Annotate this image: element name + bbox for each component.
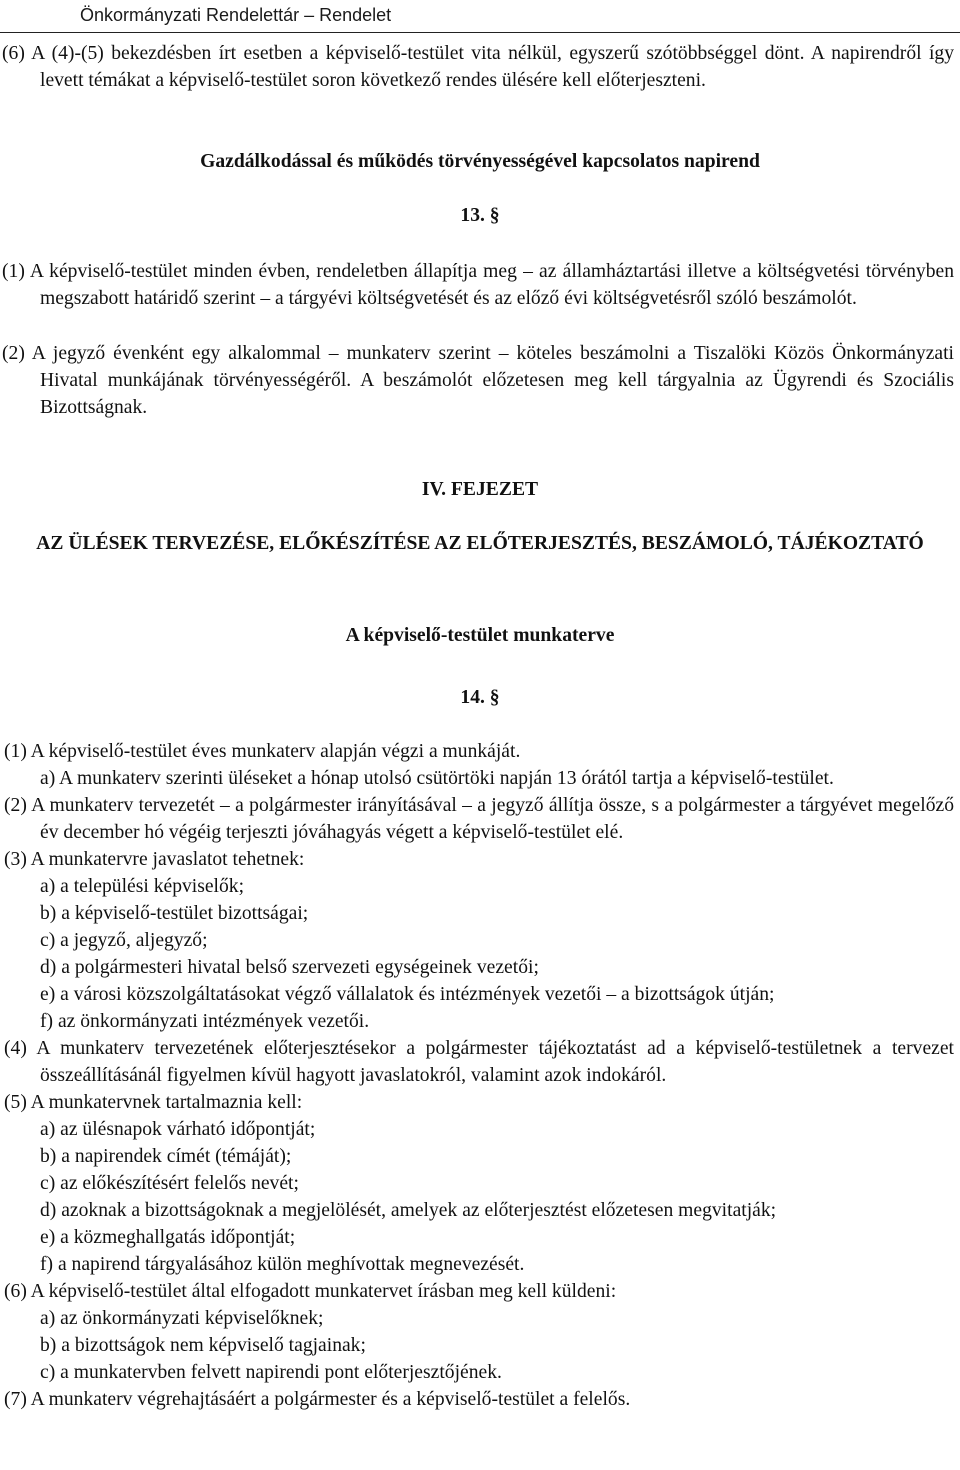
section-14-paragraph-1a: a) A munkaterv szerinti üléseket a hónap utolsó csütörtöki napján 13 órától tartja a képviselő-testület. [40,768,834,789]
chapter-subtitle: A képviselő-testület munkaterve [345,625,615,646]
list-item: f) a napirend tárgyalásához külön meghívottak megnevezését. [40,1254,525,1275]
list-item: a) az önkormányzati képviselőknek; [40,1308,324,1329]
list-item: d) a polgármesteri hivatal belső szervezeti egységeinek vezetői; [40,957,539,978]
page-header [0,0,960,32]
list-item: d) azoknak a bizottságoknak a megjelölését, amelyek az előterjesztést előzetesen megvitatják; [40,1200,777,1221]
header-title: Önkormányzati Rendelettár – Rendelet [80,5,392,25]
section-14-paragraph-2: (2) A munkaterv tervezetét – a polgármester irányításával – a jegyző állítja össze, s a polgármester a tárgyévet megelőző év december hó végéig terjeszti jóváhagyás végett a képviselő-testület elé. [4,795,954,843]
section-14-paragraph-3: (3) A munkatervre javaslatot tehetnek: [4,849,305,870]
list-item: a) a települési képviselők; [40,876,245,897]
section-14-body [0,738,954,1413]
section-14-number: 14. § [460,687,500,708]
section-13-paragraph-2: (2) A jegyző évenként egy alkalommal – munkaterv szerint – köteles beszámolni a Tiszalöki Közös Önkormányzati Hivatal munkájának törvényességéről. A beszámolót előzetesen meg kell tárgyalnia az Ügyrendi és Szociális Bizottságnak. [2,343,954,418]
list-item: b) a napirendek címét (témáját); [40,1146,292,1167]
list-item: f) az önkormányzati intézmények vezetői. [40,1011,370,1032]
section-heading: Gazdálkodással és működés törvényességével kapcsolatos napirend [200,151,760,172]
list-item: e) a városi közszolgáltatásokat végző vállalatok és intézmények vezetői – a bizottságok útján; [40,984,775,1005]
chapter-number: IV. FEJEZET [421,479,539,500]
paragraph-6-top: (6) A (4)-(5) bekezdésben írt esetben a képviselő-testület vita nélkül, egyszerű szótöbbséggel dönt. A napirendről így levett témákat a képviselő-testület soron következő rendes ülésére kell előterjeszteni. [2,43,954,91]
section-13-paragraph-1: (1) A képviselő-testület minden évben, rendeletben állapítja meg – az államháztartási illetve a költségvetési törvényben megszabott határidő szerint – a tárgyévi költségvetését és az előző évi költségvetésről szóló beszámolót. [2,261,954,309]
section-13-number: 13. § [460,205,500,226]
list-item: c) a jegyző, aljegyző; [40,930,208,951]
chapter-title: AZ ÜLÉSEK TERVEZÉSE, ELŐKÉSZÍTÉSE AZ ELŐTERJESZTÉS, BESZÁMOLÓ, TÁJÉKOZTATÓ [36,533,924,554]
list-item: e) a közmeghallgatás időpontját; [40,1227,296,1248]
list-item: b) a bizottságok nem képviselő tagjainak; [40,1335,366,1356]
list-item: b) a képviselő-testület bizottságai; [40,903,309,924]
section-14-paragraph-1: (1) A képviselő-testület éves munkaterv alapján végzi a munkáját. [4,741,521,762]
list-item: a) az ülésnapok várható időpontját; [40,1119,316,1140]
section-14-paragraph-7: (7) A munkaterv végrehajtásáért a polgármester és a képviselő-testület a felelős. [4,1389,631,1410]
section-14-paragraph-4: (4) A munkaterv tervezetének előterjesztésekor a polgármester tájékoztatást ad a képviselő-testületnek a tervezet összeállításánál figyelmen kívül hagyott javaslatokról, valamint azok indokáról. [4,1038,954,1086]
header-divider [0,32,960,33]
section-14-paragraph-6: (6) A képviselő-testület által elfogadott munkatervet írásban meg kell küldeni: [4,1281,617,1302]
section-14-paragraph-5: (5) A munkatervnek tartalmaznia kell: [4,1092,303,1113]
list-item: c) az előkészítésért felelős nevét; [40,1173,299,1194]
list-item: c) a munkatervben felvett napirendi pont előterjesztőjének. [40,1362,502,1383]
